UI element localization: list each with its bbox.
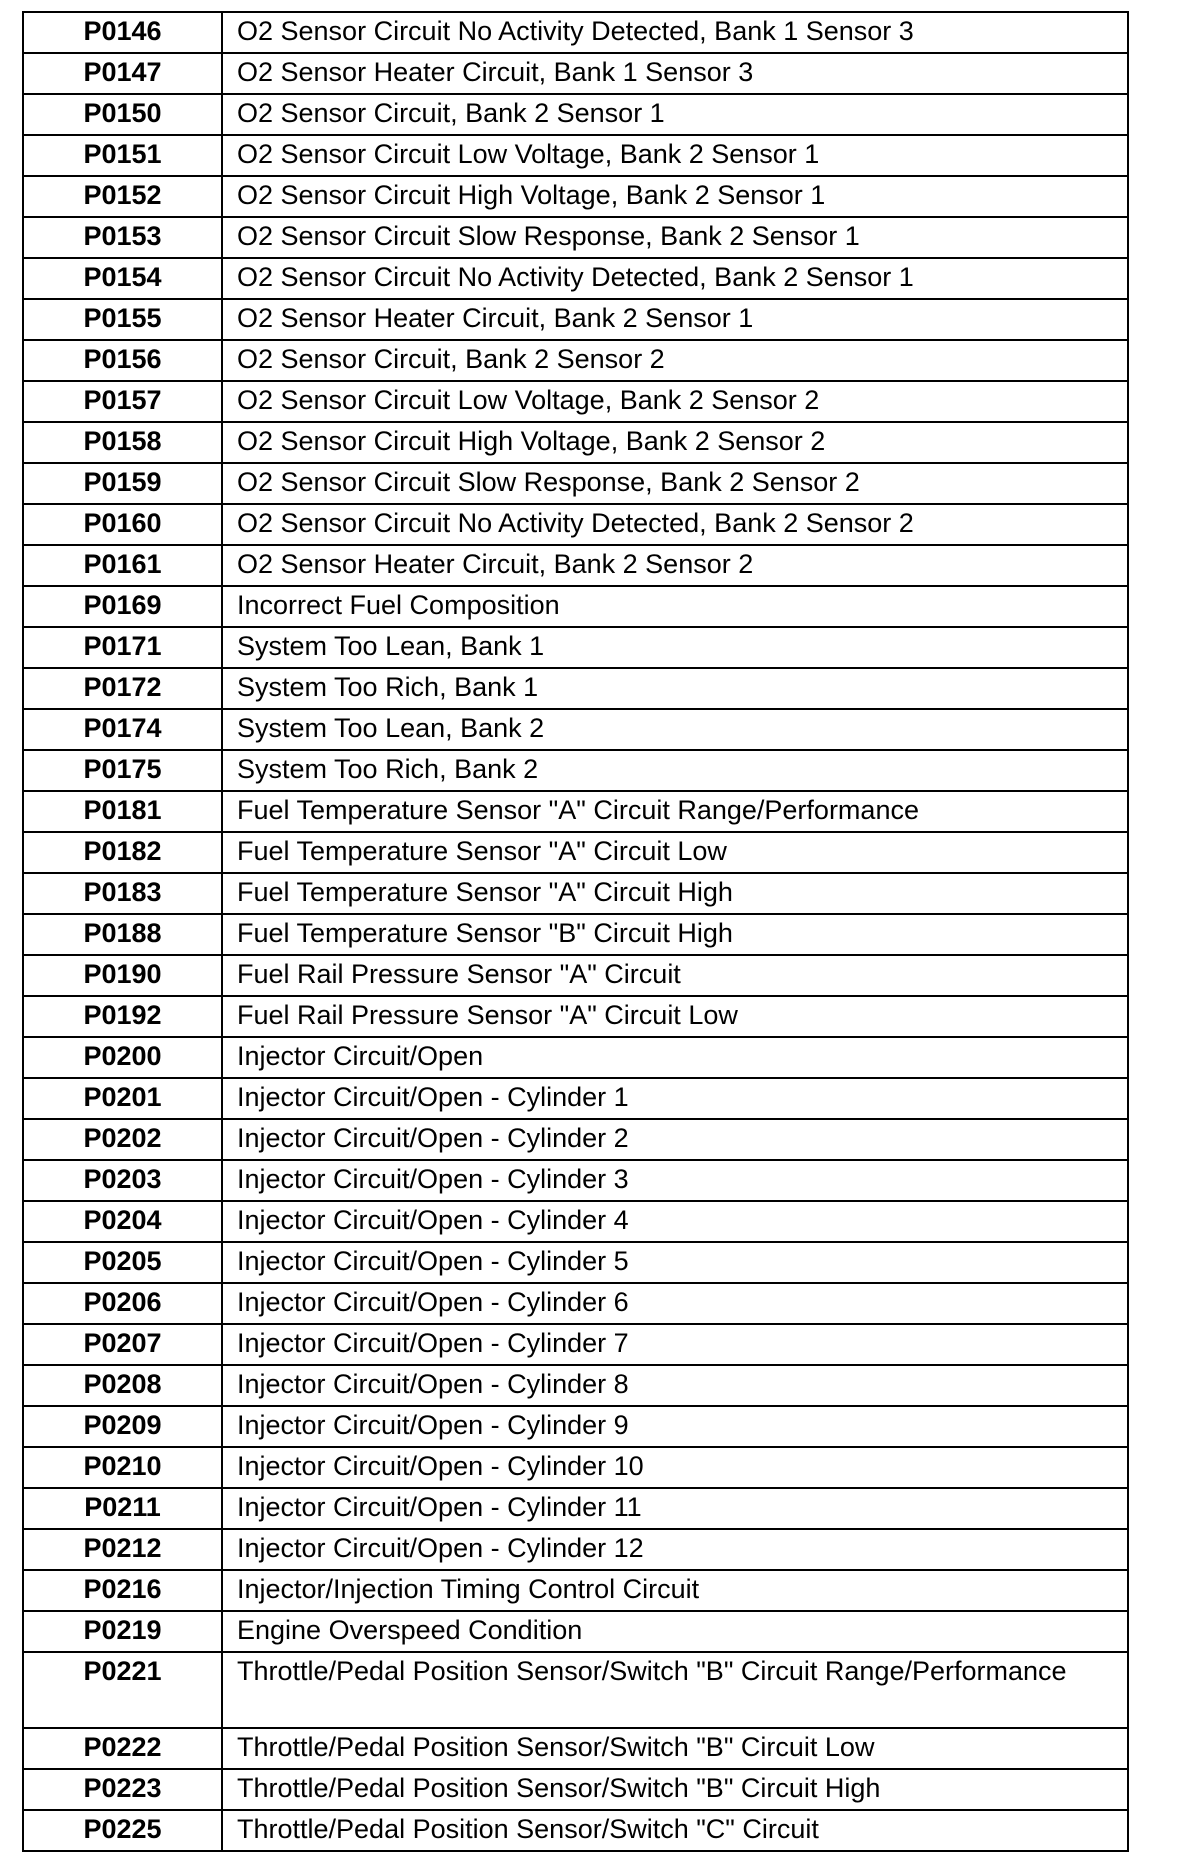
- dtc-code-cell: P0188: [23, 914, 222, 955]
- dtc-code-cell: P0219: [23, 1611, 222, 1652]
- dtc-description-cell: Engine Overspeed Condition: [222, 1611, 1128, 1652]
- dtc-code-cell: P0225: [23, 1810, 222, 1851]
- dtc-description-cell: Injector Circuit/Open - Cylinder 1: [222, 1078, 1128, 1119]
- dtc-code-cell: P0183: [23, 873, 222, 914]
- table-row: [23, 1078, 1128, 1119]
- dtc-description-cell: Throttle/Pedal Position Sensor/Switch "B" Circuit Low: [222, 1728, 1128, 1769]
- dtc-description-cell: Injector Circuit/Open - Cylinder 4: [222, 1201, 1128, 1242]
- dtc-description-cell: Injector Circuit/Open: [222, 1037, 1128, 1078]
- dtc-description-cell: Fuel Temperature Sensor "A" Circuit High: [222, 873, 1128, 914]
- table-row: [23, 299, 1128, 340]
- dtc-description-cell: O2 Sensor Heater Circuit, Bank 2 Sensor 2: [222, 545, 1128, 586]
- dtc-code-cell: P0210: [23, 1447, 222, 1488]
- dtc-description-cell: O2 Sensor Heater Circuit, Bank 2 Sensor 1: [222, 299, 1128, 340]
- dtc-code-cell: P0146: [23, 12, 222, 53]
- dtc-code-cell: P0147: [23, 53, 222, 94]
- dtc-description-cell: O2 Sensor Circuit High Voltage, Bank 2 Sensor 1: [222, 176, 1128, 217]
- table-row: [23, 873, 1128, 914]
- dtc-code-cell: P0172: [23, 668, 222, 709]
- table-row: [23, 463, 1128, 504]
- dtc-description-cell: O2 Sensor Circuit No Activity Detected, Bank 1 Sensor 3: [222, 12, 1128, 53]
- dtc-code-cell: P0203: [23, 1160, 222, 1201]
- table-row: [23, 422, 1128, 463]
- dtc-code-cell: P0209: [23, 1406, 222, 1447]
- dtc-code-cell: P0154: [23, 258, 222, 299]
- dtc-description-cell: Fuel Temperature Sensor "A" Circuit Low: [222, 832, 1128, 873]
- table-row: [23, 1810, 1128, 1851]
- dtc-code-cell: P0151: [23, 135, 222, 176]
- dtc-code-table: [22, 11, 1129, 1852]
- dtc-code-cell: P0158: [23, 422, 222, 463]
- dtc-description-cell: Injector Circuit/Open - Cylinder 9: [222, 1406, 1128, 1447]
- table-row: [23, 1201, 1128, 1242]
- dtc-description-cell: Fuel Rail Pressure Sensor "A" Circuit: [222, 955, 1128, 996]
- dtc-code-cell: P0155: [23, 299, 222, 340]
- dtc-description-cell: Injector Circuit/Open - Cylinder 3: [222, 1160, 1128, 1201]
- dtc-code-cell: P0156: [23, 340, 222, 381]
- table-row: [23, 1447, 1128, 1488]
- dtc-description-cell: System Too Rich, Bank 1: [222, 668, 1128, 709]
- dtc-description-cell: Injector Circuit/Open - Cylinder 2: [222, 1119, 1128, 1160]
- table-row: [23, 668, 1128, 709]
- dtc-description-cell: System Too Lean, Bank 1: [222, 627, 1128, 668]
- dtc-description-cell: Throttle/Pedal Position Sensor/Switch "C" Circuit: [222, 1810, 1128, 1851]
- dtc-code-cell: P0161: [23, 545, 222, 586]
- dtc-table-body: [23, 12, 1128, 1851]
- dtc-code-cell: P0208: [23, 1365, 222, 1406]
- table-row: [23, 1037, 1128, 1078]
- dtc-description-cell: Injector/Injection Timing Control Circuit: [222, 1570, 1128, 1611]
- dtc-code-cell: P0174: [23, 709, 222, 750]
- dtc-description-cell: Throttle/Pedal Position Sensor/Switch "B" Circuit Range/Performance: [222, 1652, 1128, 1728]
- dtc-code-cell: P0160: [23, 504, 222, 545]
- dtc-code-cell: P0157: [23, 381, 222, 422]
- table-row: [23, 709, 1128, 750]
- dtc-description-cell: Fuel Temperature Sensor "B" Circuit High: [222, 914, 1128, 955]
- table-row: [23, 53, 1128, 94]
- dtc-description-cell: O2 Sensor Circuit Low Voltage, Bank 2 Sensor 1: [222, 135, 1128, 176]
- table-row: [23, 1119, 1128, 1160]
- dtc-code-cell: P0205: [23, 1242, 222, 1283]
- dtc-description-cell: O2 Sensor Circuit No Activity Detected, Bank 2 Sensor 2: [222, 504, 1128, 545]
- table-row: [23, 1570, 1128, 1611]
- dtc-code-cell: P0182: [23, 832, 222, 873]
- dtc-description-cell: Injector Circuit/Open - Cylinder 11: [222, 1488, 1128, 1529]
- table-row: [23, 1769, 1128, 1810]
- table-row: [23, 1406, 1128, 1447]
- dtc-description-cell: Injector Circuit/Open - Cylinder 8: [222, 1365, 1128, 1406]
- dtc-code-cell: P0200: [23, 1037, 222, 1078]
- table-row: [23, 627, 1128, 668]
- table-row: [23, 955, 1128, 996]
- dtc-code-cell: P0190: [23, 955, 222, 996]
- dtc-description-cell: O2 Sensor Circuit Slow Response, Bank 2 Sensor 2: [222, 463, 1128, 504]
- dtc-code-cell: P0171: [23, 627, 222, 668]
- dtc-code-cell: P0221: [23, 1652, 222, 1728]
- dtc-description-cell: Injector Circuit/Open - Cylinder 7: [222, 1324, 1128, 1365]
- table-row: [23, 1728, 1128, 1769]
- dtc-description-cell: Injector Circuit/Open - Cylinder 12: [222, 1529, 1128, 1570]
- dtc-description-cell: O2 Sensor Circuit Low Voltage, Bank 2 Sensor 2: [222, 381, 1128, 422]
- table-row: [23, 914, 1128, 955]
- dtc-description-cell: O2 Sensor Circuit Slow Response, Bank 2 Sensor 1: [222, 217, 1128, 258]
- table-row: [23, 1652, 1128, 1728]
- table-row: [23, 94, 1128, 135]
- dtc-code-cell: P0169: [23, 586, 222, 627]
- dtc-description-cell: System Too Lean, Bank 2: [222, 709, 1128, 750]
- table-row: [23, 1324, 1128, 1365]
- table-row: [23, 1611, 1128, 1652]
- dtc-code-cell: P0206: [23, 1283, 222, 1324]
- dtc-description-cell: O2 Sensor Heater Circuit, Bank 1 Sensor 3: [222, 53, 1128, 94]
- dtc-description-cell: Fuel Temperature Sensor "A" Circuit Range/Performance: [222, 791, 1128, 832]
- dtc-description-cell: Injector Circuit/Open - Cylinder 10: [222, 1447, 1128, 1488]
- table-row: [23, 1488, 1128, 1529]
- table-row: [23, 217, 1128, 258]
- dtc-code-cell: P0192: [23, 996, 222, 1037]
- dtc-code-cell: P0150: [23, 94, 222, 135]
- table-row: [23, 1365, 1128, 1406]
- dtc-code-cell: P0201: [23, 1078, 222, 1119]
- dtc-code-cell: P0175: [23, 750, 222, 791]
- table-row: [23, 135, 1128, 176]
- table-row: [23, 791, 1128, 832]
- table-row: [23, 258, 1128, 299]
- table-row: [23, 750, 1128, 791]
- dtc-code-cell: P0216: [23, 1570, 222, 1611]
- table-row: [23, 340, 1128, 381]
- dtc-code-cell: P0211: [23, 1488, 222, 1529]
- dtc-code-cell: P0222: [23, 1728, 222, 1769]
- dtc-code-cell: P0153: [23, 217, 222, 258]
- table-row: [23, 832, 1128, 873]
- dtc-description-cell: System Too Rich, Bank 2: [222, 750, 1128, 791]
- dtc-code-cell: P0159: [23, 463, 222, 504]
- table-row: [23, 504, 1128, 545]
- table-row: [23, 12, 1128, 53]
- table-row: [23, 1160, 1128, 1201]
- dtc-description-cell: Injector Circuit/Open - Cylinder 5: [222, 1242, 1128, 1283]
- table-row: [23, 996, 1128, 1037]
- table-row: [23, 586, 1128, 627]
- dtc-description-cell: O2 Sensor Circuit, Bank 2 Sensor 2: [222, 340, 1128, 381]
- dtc-code-cell: P0223: [23, 1769, 222, 1810]
- dtc-description-cell: Injector Circuit/Open - Cylinder 6: [222, 1283, 1128, 1324]
- dtc-code-cell: P0152: [23, 176, 222, 217]
- dtc-code-cell: P0181: [23, 791, 222, 832]
- dtc-code-cell: P0204: [23, 1201, 222, 1242]
- dtc-description-cell: Fuel Rail Pressure Sensor "A" Circuit Low: [222, 996, 1128, 1037]
- dtc-description-cell: Throttle/Pedal Position Sensor/Switch "B" Circuit High: [222, 1769, 1128, 1810]
- table-row: [23, 1242, 1128, 1283]
- dtc-code-cell: P0212: [23, 1529, 222, 1570]
- table-row: [23, 545, 1128, 586]
- dtc-description-cell: O2 Sensor Circuit, Bank 2 Sensor 1: [222, 94, 1128, 135]
- dtc-code-cell: P0207: [23, 1324, 222, 1365]
- table-row: [23, 176, 1128, 217]
- dtc-description-cell: O2 Sensor Circuit High Voltage, Bank 2 Sensor 2: [222, 422, 1128, 463]
- table-row: [23, 1529, 1128, 1570]
- dtc-description-cell: Incorrect Fuel Composition: [222, 586, 1128, 627]
- table-row: [23, 1283, 1128, 1324]
- dtc-code-cell: P0202: [23, 1119, 222, 1160]
- dtc-description-cell: O2 Sensor Circuit No Activity Detected, Bank 2 Sensor 1: [222, 258, 1128, 299]
- table-row: [23, 381, 1128, 422]
